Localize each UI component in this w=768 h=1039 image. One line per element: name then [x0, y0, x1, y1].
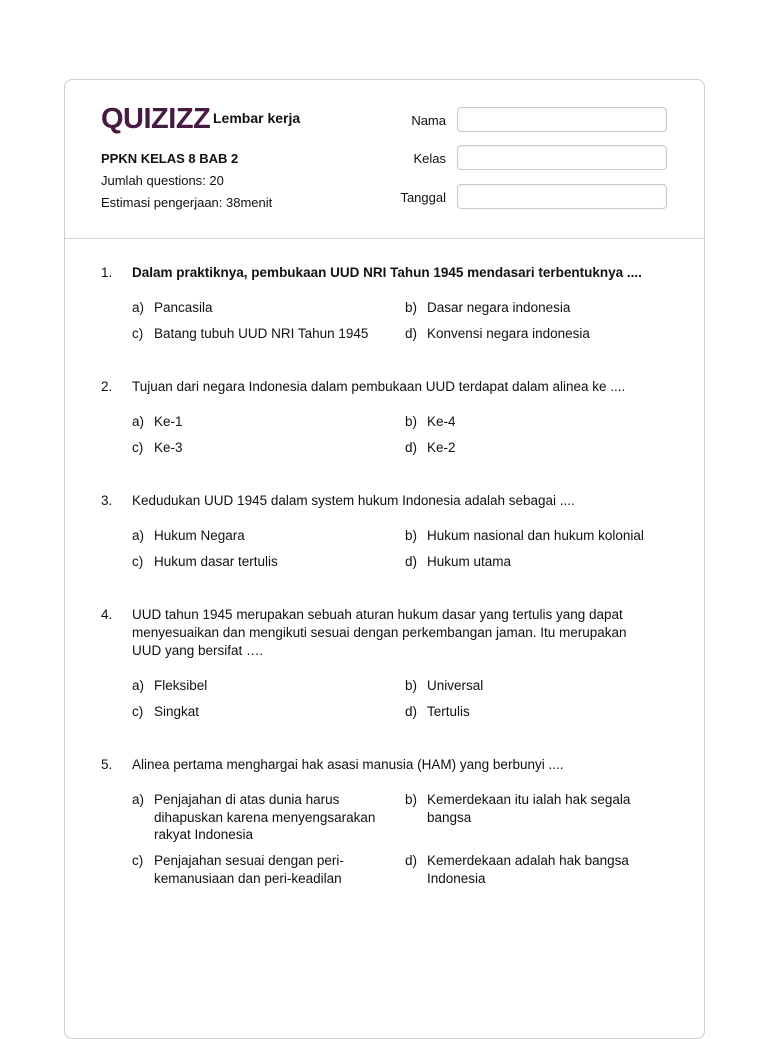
question-text: Kedudukan UUD 1945 dalam system hukum Indonesia adalah sebagai ....	[132, 493, 575, 508]
option-text: Ke-4	[427, 414, 456, 429]
option-text: Tertulis	[427, 704, 470, 719]
option-letter: a)	[132, 300, 145, 315]
option-text: Hukum utama	[427, 554, 512, 569]
estimated-time: Estimasi pengerjaan: 38menit	[101, 195, 273, 210]
question-text: UUD tahun 1945 merupakan sebuah aturan hukum dasar yang tertulis yang dapat menyesuaikan dan mengikuti sesuai dengan perkembangan jaman. Itu merupakan UUD yang bersifat ….	[132, 607, 627, 658]
header-divider	[65, 238, 704, 239]
question-text: Tujuan dari negara Indonesia dalam pembukaan UUD terdapat dalam alinea ke ....	[132, 379, 626, 394]
option-text: Singkat	[154, 704, 200, 719]
worksheet-title: PPKN KELAS 8 BAB 2	[101, 151, 239, 166]
question-number: 5.	[101, 757, 113, 772]
option-letter: c)	[132, 326, 144, 341]
option-text: Hukum nasional dan hukum kolonial	[427, 528, 644, 543]
option-letter: b)	[405, 300, 418, 315]
option-text: Hukum Negara	[154, 528, 245, 543]
option-text: Pancasila	[154, 300, 213, 315]
class-field[interactable]	[457, 145, 667, 170]
option-text: Fleksibel	[154, 678, 208, 693]
option-letter: d)	[405, 440, 418, 455]
option-letter: c)	[132, 440, 144, 455]
option-text: Penjajahan sesuai dengan peri-kemanusiaan dan peri-keadilan	[154, 853, 344, 886]
option-letter: b)	[405, 678, 418, 693]
option-text: Kemerdekaan adalah hak bangsa Indonesia	[427, 853, 629, 886]
worksheet-card	[64, 79, 705, 1039]
option-letter: b)	[405, 414, 418, 429]
option-letter: a)	[132, 678, 145, 693]
option-text: Batang tubuh UUD NRI Tahun 1945	[154, 326, 369, 341]
quizizz-logo: QUIZIZZ	[101, 103, 211, 135]
question-number: 4.	[101, 607, 113, 622]
question-text: Dalam praktiknya, pembukaan UUD NRI Tahun 1945 mendasari terbentuknya ....	[132, 265, 642, 280]
option-letter: c)	[132, 704, 144, 719]
option-text: Konvensi negara indonesia	[427, 326, 590, 341]
option-letter: a)	[132, 414, 145, 429]
option-letter: c)	[132, 554, 144, 569]
question-count: Jumlah questions: 20	[101, 173, 224, 188]
option-text: Universal	[427, 678, 484, 693]
option-letter: b)	[405, 528, 418, 543]
worksheet-label: Lembar kerja	[213, 110, 301, 126]
option-letter: a)	[132, 528, 145, 543]
option-letter: b)	[405, 792, 418, 807]
date-label: Tanggal	[400, 190, 446, 205]
option-text: Dasar negara indonesia	[427, 300, 571, 315]
question-number: 1.	[101, 265, 113, 280]
option-letter: d)	[405, 554, 418, 569]
option-text: Hukum dasar tertulis	[154, 554, 278, 569]
option-letter: d)	[405, 853, 418, 868]
option-text: Penjajahan di atas dunia harus dihapuskan karena menyengsarakan rakyat Indonesia	[154, 792, 376, 842]
option-letter: a)	[132, 792, 145, 807]
name-field[interactable]	[457, 107, 667, 132]
question-text: Alinea pertama menghargai hak asasi manusia (HAM) yang berbunyi ....	[132, 757, 564, 772]
option-text: Ke-3	[154, 440, 183, 455]
question-number: 3.	[101, 493, 113, 508]
option-text: Ke-1	[154, 414, 183, 429]
option-letter: d)	[405, 704, 418, 719]
option-text: Ke-2	[427, 440, 456, 455]
worksheet-header	[65, 80, 704, 240]
date-field[interactable]	[457, 184, 667, 209]
class-label: Kelas	[413, 151, 446, 166]
option-letter: c)	[132, 853, 144, 868]
option-letter: d)	[405, 326, 418, 341]
option-text: Kemerdekaan itu ialah hak segala bangsa	[427, 792, 631, 825]
name-label: Nama	[411, 113, 446, 128]
question-number: 2.	[101, 379, 113, 394]
